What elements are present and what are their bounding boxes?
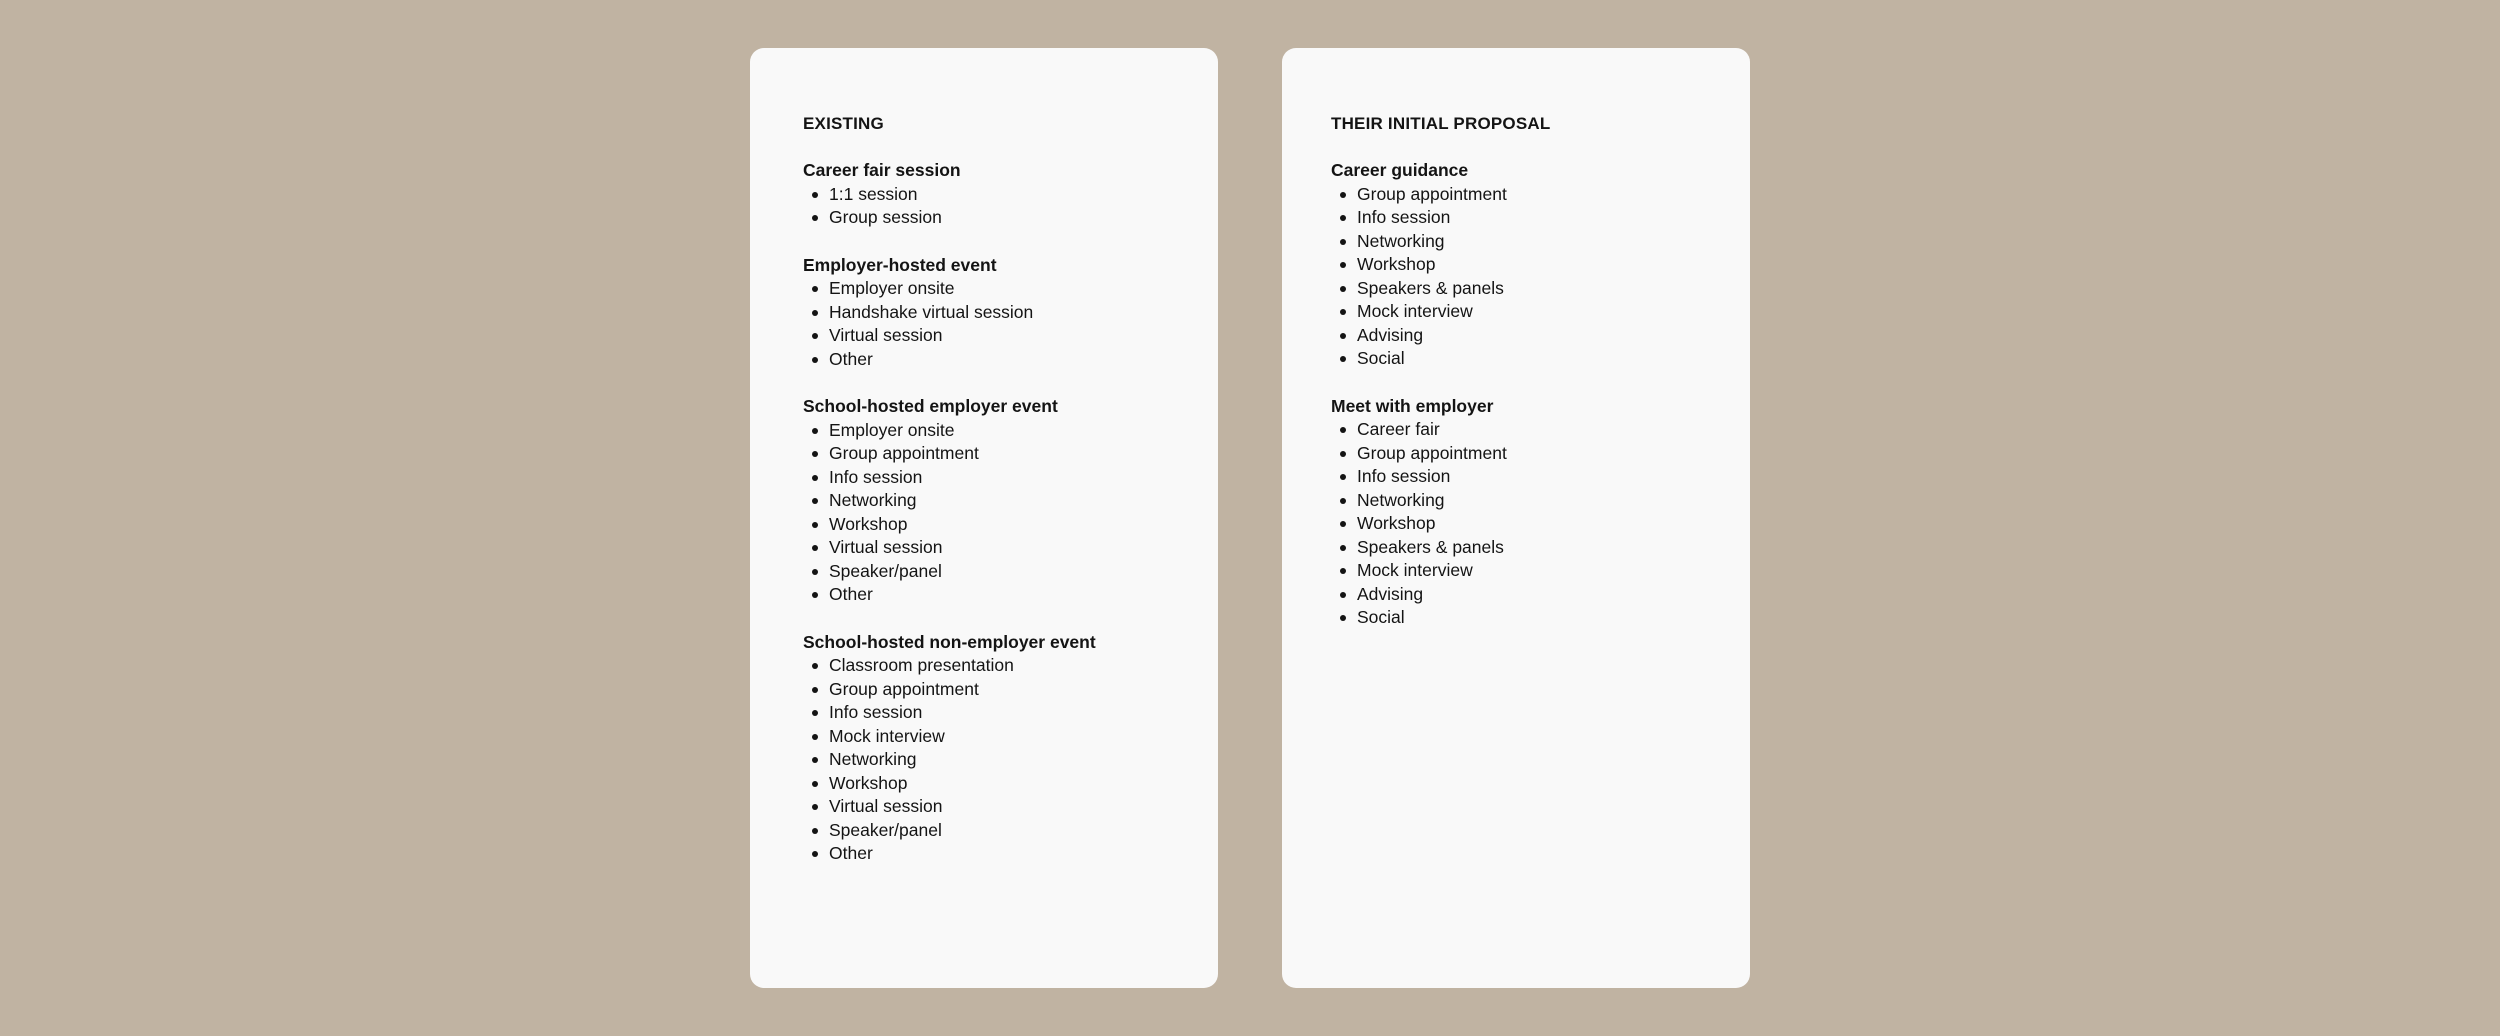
bullet-icon <box>1340 333 1346 339</box>
list-item-label: Social <box>1357 607 1405 627</box>
list-item-label: Group appointment <box>1357 183 1507 204</box>
list-item <box>803 513 1166 537</box>
list-item <box>803 819 1166 843</box>
list-item <box>1331 183 1698 207</box>
list-item <box>803 324 1166 348</box>
list-item <box>803 701 1166 725</box>
list-item-label: Mock interview <box>1357 560 1473 580</box>
list-item <box>1331 206 1698 230</box>
bullet-icon <box>812 781 818 787</box>
category-list <box>803 419 1166 607</box>
list-item-label: Other <box>829 348 873 369</box>
bullet-icon <box>1340 498 1346 504</box>
bullet-icon <box>1340 356 1346 362</box>
bullet-icon <box>812 804 818 810</box>
list-item <box>1331 324 1698 348</box>
group-container <box>1331 159 1698 630</box>
list-item-label: Info session <box>829 466 923 487</box>
list-item-label: Group session <box>829 207 942 227</box>
list-item-label: Advising <box>1357 324 1424 345</box>
list-item <box>1331 512 1698 536</box>
bullet-icon <box>812 522 818 528</box>
category-group <box>1331 159 1698 371</box>
bullet-icon <box>1340 592 1346 598</box>
list-item-label: Virtual session <box>829 537 943 557</box>
bullet-icon <box>1340 192 1346 198</box>
list-item <box>1331 347 1698 371</box>
list-item <box>803 560 1166 584</box>
list-item-label: Group appointment <box>829 443 979 463</box>
list-item-label: Networking <box>1357 489 1445 510</box>
list-item-label: Social <box>1357 348 1405 368</box>
bullet-icon <box>1340 568 1346 574</box>
bullet-icon <box>812 569 818 575</box>
list-item-label: Workshop <box>1357 513 1436 533</box>
list-item <box>1331 230 1698 254</box>
list-item <box>1331 418 1698 442</box>
list-item <box>1331 606 1698 630</box>
category-title: Meet with employer <box>1331 395 1494 416</box>
list-item <box>1331 489 1698 513</box>
list-item <box>803 795 1166 819</box>
list-item-label: Workshop <box>829 772 908 793</box>
list-item <box>803 348 1166 372</box>
list-item-label: Advising <box>1357 583 1424 604</box>
bullet-icon <box>812 592 818 598</box>
list-item <box>803 277 1166 301</box>
list-item-label: Speakers & panels <box>1357 536 1504 557</box>
list-item <box>1331 442 1698 466</box>
bullet-icon <box>1340 615 1346 621</box>
list-item-label: Speaker/panel <box>829 560 942 581</box>
list-item <box>803 419 1166 443</box>
bullet-icon <box>812 310 818 316</box>
bullet-icon <box>1340 262 1346 268</box>
list-item <box>803 772 1166 796</box>
bullet-icon <box>812 710 818 716</box>
bullet-icon <box>1340 427 1346 433</box>
bullet-icon <box>812 734 818 740</box>
list-item-label: Networking <box>1357 230 1445 251</box>
bullet-icon <box>812 192 818 198</box>
list-item <box>803 725 1166 749</box>
list-item <box>1331 536 1698 560</box>
bullet-icon <box>1340 474 1346 480</box>
list-item <box>1331 277 1698 301</box>
list-item-label: Mock interview <box>829 725 945 746</box>
list-item-label: Info session <box>1357 466 1451 486</box>
bullet-icon <box>812 663 818 669</box>
list-item <box>803 583 1166 607</box>
category-title: Employer-hosted event <box>803 254 997 275</box>
bullet-icon <box>812 451 818 457</box>
category-group <box>803 254 1166 372</box>
bullet-icon <box>812 215 818 221</box>
list-item-label: Workshop <box>829 513 908 534</box>
list-item-label: Other <box>829 843 873 863</box>
category-title: Career fair session <box>803 160 961 180</box>
list-item-label: Classroom presentation <box>829 655 1014 675</box>
list-item-label: Handshake virtual session <box>829 301 1034 322</box>
category-group <box>803 395 1166 607</box>
list-item-label: Virtual session <box>829 796 943 816</box>
card-heading: THEIR INITIAL PROPOSAL <box>1331 114 1551 133</box>
bullet-icon <box>1340 239 1346 245</box>
list-item <box>803 466 1166 490</box>
bullet-icon <box>1340 521 1346 527</box>
bullet-icon <box>812 545 818 551</box>
list-item <box>803 842 1166 866</box>
list-item <box>803 536 1166 560</box>
bullet-icon <box>1340 309 1346 315</box>
group-container <box>803 159 1166 866</box>
bullet-icon <box>812 687 818 693</box>
list-item-label: Career fair <box>1357 419 1440 439</box>
list-item-label: Info session <box>829 702 923 722</box>
bullet-icon <box>812 428 818 434</box>
list-item-label: Networking <box>829 490 917 510</box>
bullet-icon <box>812 828 818 834</box>
bullet-icon <box>812 851 818 857</box>
bullet-icon <box>812 333 818 339</box>
category-title: Career guidance <box>1331 160 1469 180</box>
category-list <box>1331 418 1698 630</box>
list-item <box>803 678 1166 702</box>
list-item-label: Employer onsite <box>829 278 955 298</box>
list-item <box>803 654 1166 678</box>
list-item-label: Mock interview <box>1357 301 1473 321</box>
list-item-label: Speakers & panels <box>1357 277 1504 298</box>
category-group <box>803 631 1166 866</box>
category-group <box>803 159 1166 230</box>
list-item-label: Other <box>829 584 873 604</box>
list-item-label: 1:1 session <box>829 183 918 204</box>
list-item <box>1331 465 1698 489</box>
category-title: School-hosted employer event <box>803 396 1058 416</box>
category-list <box>803 277 1166 371</box>
bullet-icon <box>1340 286 1346 292</box>
list-item-label: Virtual session <box>829 325 943 345</box>
list-item-label: Workshop <box>1357 254 1436 274</box>
card-heading: EXISTING <box>803 114 884 133</box>
list-item <box>803 301 1166 325</box>
category-list <box>803 654 1166 866</box>
list-item <box>803 206 1166 230</box>
list-item-label: Networking <box>829 749 917 769</box>
bullet-icon <box>812 757 818 763</box>
list-item-label: Group appointment <box>1357 442 1507 463</box>
bullet-icon <box>812 475 818 481</box>
list-item <box>1331 300 1698 324</box>
bullet-icon <box>812 357 818 363</box>
list-item <box>803 183 1166 207</box>
list-item <box>803 489 1166 513</box>
bullet-icon <box>1340 215 1346 221</box>
bullet-icon <box>812 498 818 504</box>
bullet-icon <box>1340 451 1346 457</box>
existing-card <box>750 48 1218 988</box>
list-item <box>1331 253 1698 277</box>
list-item-label: Info session <box>1357 207 1451 227</box>
list-item <box>803 442 1166 466</box>
bullet-icon <box>1340 545 1346 551</box>
category-list <box>1331 183 1698 371</box>
category-group <box>1331 395 1698 630</box>
category-title: School-hosted non-employer event <box>803 631 1096 652</box>
list-item-label: Group appointment <box>829 678 979 699</box>
proposal-card <box>1282 48 1750 988</box>
list-item-label: Employer onsite <box>829 419 955 440</box>
list-item <box>1331 583 1698 607</box>
list-item <box>803 748 1166 772</box>
list-item <box>1331 559 1698 583</box>
category-list <box>803 183 1166 230</box>
bullet-icon <box>812 286 818 292</box>
list-item-label: Speaker/panel <box>829 819 942 840</box>
